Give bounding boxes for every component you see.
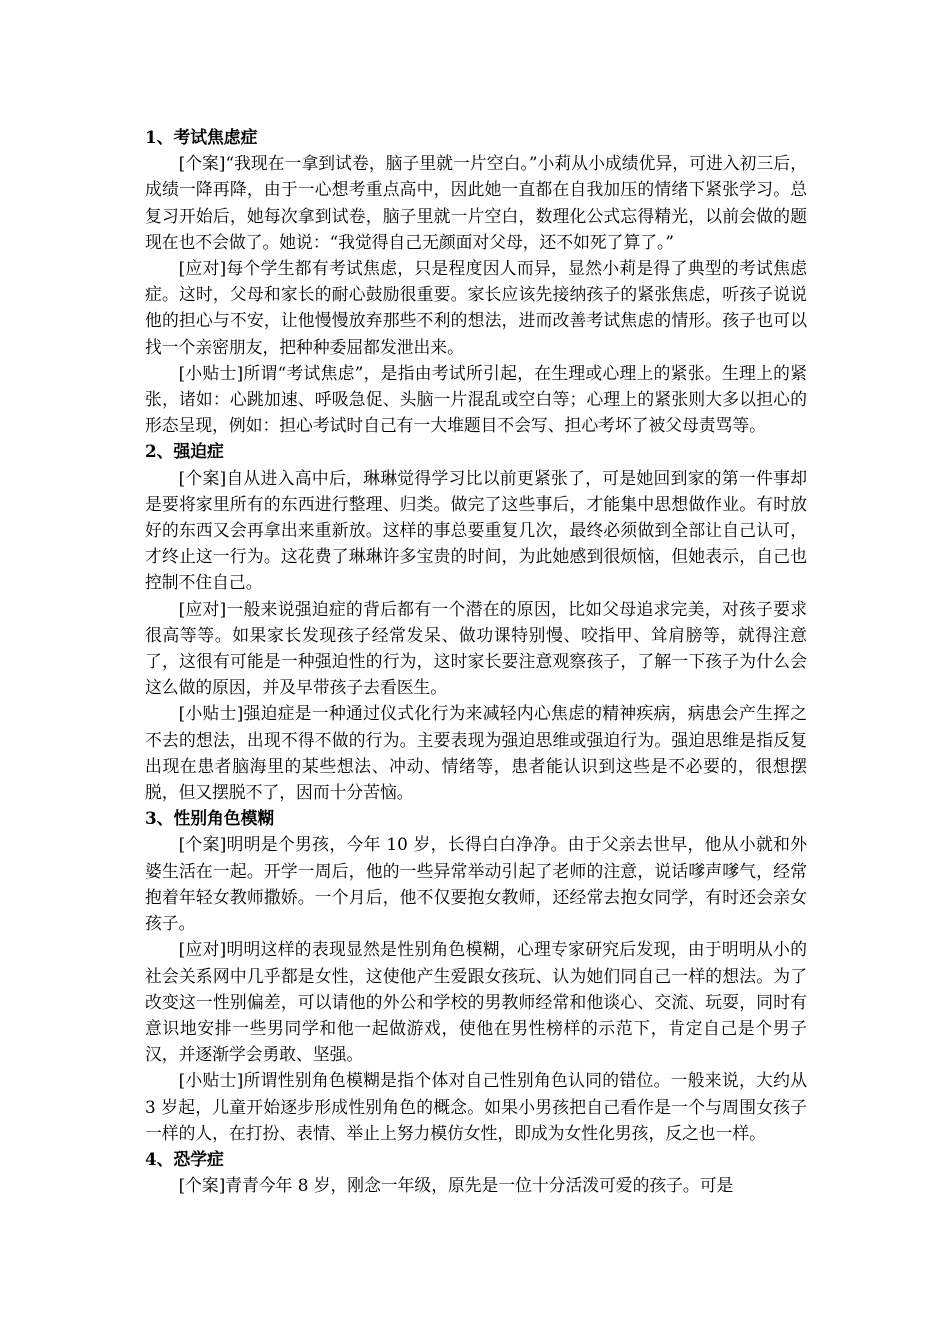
response-paragraph: [应对]明明这样的表现显然是性别角色模糊，心理专家研究后发现，由于明明从小的社会关系网中几乎都是女性，这使他产生爱跟女孩玩、认为她们同自己一样的想法。为了改变这一性别偏差，可以请他的外公和学校的男教师经常和他谈心、交流、玩耍，同时有意识地安排一些男同学和他一起做游戏，使他在男性榜样的示范下，肯定自己是个男子汉，并逐渐学会勇敢、坚强。 <box>145 939 807 1065</box>
section-heading: 2、强迫症 <box>145 441 224 462</box>
section-gender-role-confusion <box>145 805 807 1146</box>
section-school-phobia <box>145 1146 807 1198</box>
tips-paragraph: [小贴士]所谓性别角色模糊是指个体对自己性别角色认同的错位。一般来说，大约从 3 岁起，儿童开始逐步形成性别角色的概念。如果小男孩把自己看作是一个与周围女孩子一样的人，在打扮、表情、举止上努力模仿女性，即成为女性化男孩，反之也一样。 <box>145 1070 807 1143</box>
section-heading: 1、考试焦虑症 <box>145 127 258 147</box>
case-paragraph: [个案]“我现在一拿到试卷，脑子里就一片空白。”小莉从小成绩优异，可进入初三后，成绩一降再降，由于一心想考重点高中，因此她一直都在自我加压的情绪下紧张学习。总复习开始后，她每次拿到试卷，脑子里就一片空白，数理化公式忘得精光，以前会做的题现在也不会做了。她说：“我觉得自己无颜面对父母，还不如死了算了。” <box>145 153 807 252</box>
case-paragraph: [个案]自从进入高中后，琳琳觉得学习比以前更紧张了，可是她回到家的第一件事却是要将家里所有的东西进行整理、归类。做完了这些事后，才能集中思想做作业。有时放好的东西又会再拿出来重新放。这样的事总要重复几次，最终必须做到全部让自己认可，才终止这一行为。这花费了琳琳许多宝贵的时间，为此她感到很烦恼，但她表示，自己也控制不住自己。 <box>145 467 807 593</box>
tips-paragraph: [小贴士]强迫症是一种通过仪式化行为来减轻内心焦虑的精神疾病，病患会产生挥之不去的想法，出现不得不做的行为。主要表现为强迫思维或强迫行为。强迫思维是指反复出现在患者脑海里的某些想法、冲动、情绪等，患者能认识到这些是不必要的，很想摆脱，但又摆脱不了，因而十分苦恼。 <box>145 703 807 803</box>
response-paragraph: [应对]一般来说强迫症的背后都有一个潜在的原因，比如父母追求完美，对孩子要求很高等等。如果家长发现孩子经常发呆、做功课特别慢、咬指甲、耸肩膀等，就得注意了，这很有可能是一种强迫性的行为，这时家长要注意观察孩子，了解一下孩子为什么会这么做的原因，并及早带孩子去看医生。 <box>145 598 807 698</box>
section-heading: 4、恐学症 <box>145 1148 224 1169</box>
tips-paragraph: [小贴士]所谓“考试焦虑”，是指由考试所引起，在生理或心理上的紧张。生理上的紧张，诸如：心跳加速、呼吸急促、头脑一片混乱或空白等；心理上的紧张则大多以担心的形态呈现，例如：担心考试时自己有一大堆题目不会写、担心考坏了被父母责骂等。 <box>145 362 807 436</box>
section-exam-anxiety <box>145 124 807 438</box>
document-page <box>145 124 807 1198</box>
section-heading: 3、性别角色模糊 <box>145 808 275 829</box>
response-paragraph: [应对]每个学生都有考试焦虑，只是程度因人而异，显然小莉是得了典型的考试焦虑症。这时，父母和家长的耐心鼓励很重要。家长应该先接纳孩子的紧张焦虑，听孩子说说他的担心与不安，让他慢慢放弃那些不利的想法，进而改善考试焦虑的情形。孩子也可以找一个亲密朋友，把种种委屈都发泄出来。 <box>145 258 807 357</box>
section-ocd <box>145 438 807 805</box>
case-paragraph: [个案]青青今年 8 岁，刚念一年级，原先是一位十分活泼可爱的孩子。可是 <box>178 1175 734 1196</box>
case-paragraph: [个案]明明是个男孩，今年 10 岁，长得白白净净。由于父亲去世早，他从小就和外婆生活在一起。开学一周后，他的一些异常举动引起了老师的注意，说话嗲声嗲气，经常抱着年轻女教师撒娇。一个月后，他不仅要抱女教师，还经常去抱女同学，有时还会亲女孩子。 <box>145 834 807 934</box>
